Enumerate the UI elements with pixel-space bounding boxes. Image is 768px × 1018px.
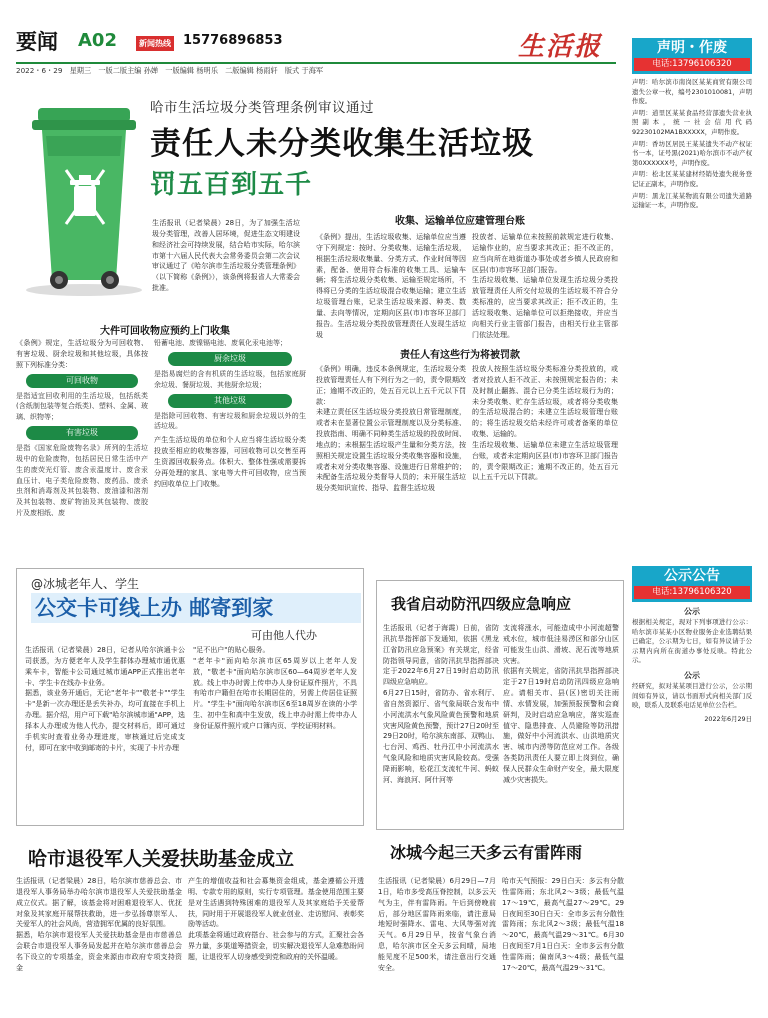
notice-item: 声明：黑龙江某某物流有限公司遗失道路运输证一本，声明作废。 [632,191,752,210]
notice-item: 声明：香坊区居民王某某遗失不动产权证书一本，证号黑(2021)哈尔滨市不动产权第0XXXXXX号，声明作废。 [632,139,752,167]
flood-col-2 [503,623,619,825]
lead-intro-text: 生活报讯（记者梁晨）28日，为了加强生活垃圾分类管理，改善人居环境，促进生态文明建设和经济社会可持续发展，结合哈市实际，哈尔滨市第十六届人民代表大会常务委员会第二次会议审议通过了《哈尔滨市生活垃圾分类管理条例》（以下简称《条例》），该条例将报省人大常委会批准。 [152,219,300,293]
bus-card-box [16,568,364,826]
kitchen-def: 是指易腐烂的含有机质的生活垃圾，包括家庭厨余垃圾、餐厨垃圾、其他厨余垃圾； [154,369,306,389]
ledger-text-3: 生活垃圾收集、运输单位发现生活垃圾分类投放管理责任人所交付垃圾的生活垃圾不符合分类标准的，应当要求其改正；拒不改正的，生活垃圾收集、运输单位可以拒绝接收，并应当向相关行业主管部门报告，由相关行业主管部门依法处理。 [472,276,618,339]
gonggao-date: 2022年6月29日 [704,714,752,723]
page-number: A02 [78,30,117,51]
lead-headline: 责任人未分类收集生活垃圾 [150,126,534,162]
hazardous-def-cont: 铅蓄电池、废镍镉电池、废氧化汞电池等； [154,339,287,347]
sidebar-header [632,38,752,74]
hazardous-pill: 有害垃圾 [26,426,138,440]
flood-text-4: 依据有关规定，省防汛抗旱指挥部决定于27日19时启动防汛四级应急响应。请相关市、县(区)密切关注雨情、水情发展，加强预报预警和会商研判，及时启动应急响应，落实巡查值守、隐患排查、人员避险等防汛措施，做好中小河流洪水、山洪地质灾害、城市内涝等防范应对工作。各级各类防汛责任人要立即上岗到位，确保人民群众生命财产安全，最大限度减少灾害损失。 [503,667,619,784]
veterans-text-2: 据悉，哈尔滨市退役军人关爱扶助基金是由市慈善总会联合市退役军人事务局发起并在哈尔滨市慈善总会名下设立的专项基金，资金来源由市政府专项支持资金 [16,931,182,972]
weather-col-2 [502,876,624,1008]
ledger-col-1 [316,232,466,342]
notice-item: 声明：松北区某某建材经销处遗失税务登记证正副本，声明作废。 [632,170,752,189]
newspaper-logo: 生活报 [518,32,603,62]
hotline-label: 新闻热线 [136,36,174,51]
other-pill: 其他垃圾 [168,394,292,408]
sidebar-title: 声明・作废 [657,40,727,56]
weather-text-2: 哈市天气预报：29日白天：多云有分散性雷阵雨；东北风2～3级；最低气温17～19℃，最高气温27～29℃。29日夜间至30日白天：全市多云有分散性雷阵雨；东北风2～3级；最低气温18～20℃，最高气温29～31℃。6月30日夜间至7月1日白天：全市多云有分散性雷阵雨；偏南风3～4级；最低气温17～20℃，最高气温29～31℃。 [502,877,624,972]
gonggao-1-title: 公示 [684,607,700,616]
bus-card-headline: 公交卡可线上办 邮寄到家 [31,593,361,623]
flood-text-2: 6月27日15时，省防办、省水利厅、省自然资源厅、省气象局联合发布中小河流洪水气象风险黄色预警和地质灾害风险黄色预警，预计27日20时至29日20时，哈尔滨东南部、双鸭山、七台河、鸡西、牡丹江中小河流洪水气象风险和地质灾害风险较高。受强降雨影响，松花江支流牤牛河、蚂蚁河、海浪河、阿什河等 [383,689,499,784]
bus-card-text-4: "老年卡"面向哈尔滨市区65周岁以上老年人发放，"敬老卡"面向哈尔滨市区60—64周岁老年人发放。线上申办时需上传申办人身份证原件照片，不具有哈市户籍但在哈市长期居住的，另需上传居住证照片。"学生卡"面向哈尔滨市区6至18周岁在读的小学生、初中生和高中生发放，线上申办时需上传申办人身份证原件照片或户口簿内页、学校证明材料。 [193,656,357,730]
subhead-ledger: 收集、运输单位应建管理台账 [395,216,525,227]
fines-text-3: 投放人按照生活垃圾分类标准分类投放的，或者对投放人拒不改正、未按照规定报告的；未及时制止翻拣、混合已分类生活垃圾行为的；未分类收集、贮存生活垃圾，或者将分类收集的生活垃圾混合的；未建立生活垃圾管理台账的；将生活垃圾交给未经许可或者备案的单位收集、运输的。 [472,365,618,439]
hotline-number: 15776896853 [183,33,283,48]
veterans-text-1: 生活报讯（记者梁晨）28日，哈尔滨市慈善总会、市退役军人事务局举办哈尔滨市退役军人关爱扶助基金成立仪式。据了解，该基金将对困难退役军人、优抚对象及其家庭开展帮扶救助，进一步弘扬尊崇军人、关爱军人的社会风尚，营造拥军优属的良好氛围。 [16,877,182,929]
gonggao-header [632,566,752,602]
gonggao-body [632,606,752,1006]
gonggao-1-text: 根据相关规定，现对下列事项进行公示：哈尔滨市某某小区物业服务企业选聘结果已确定，公示期为七日，如有异议请于公示期内向所在街道办事处反映。特此公示。 [632,618,752,665]
flood-text-1: 生活报讯（记者于海霞）日前，省防汛抗旱指挥部下发通知，依据《黑龙江省防汛应急预案》有关规定，经省防指领导同意，省防汛抗旱指挥部决定于2022年6月27日19时启动防汛四级应急响应。 [383,624,499,687]
fines-col-2 [472,364,618,560]
flood-text-3: 支流将涨水，可能造成中小河流超警戒水位，城市低洼易涝区和部分山区可能发生山洪、滑坡、泥石流等地质灾害。 [503,624,619,665]
bus-card-col-2 [193,645,357,821]
recyclable-def: 是指适宜回收利用的生活垃圾，包括纸类(含纸制包装等复合纸类)、塑料、金属、玻璃、织物等； [16,391,148,422]
section-name: 要闻 [16,30,58,54]
bus-card-sub: 可由他人代办 [251,629,317,642]
veterans-text-4: 此项基金将通过政府搭台、社会参与的方式，汇聚社会各界力量，多渠道筹措资金，切实解决退役军人急难愁盼问题，让退役军人切身感受到党和政府的关怀温暖。 [188,931,364,961]
notice-item: 声明：哈尔滨市南岗区某某商贸有限公司遗失公章一枚，编号2301010081，声明作废。 [632,78,752,106]
classification-col-1 [16,338,148,560]
bus-card-text-3: "足不出户"的贴心服务。 [193,646,270,654]
weather-text-1: 生活报讯（记者梁晨）6月29日—7月1日，哈市多受高压脊控制，以多云天气为主，伴有雷阵雨。午后到傍晚前后，部分地区雷阵雨来临，请注意局地短时强降水、雷电、大风等强对流天气。6月29日早，按省气象台消息，哈尔滨市区全天多云间晴，局地能见度不足500米，请注意出行交通安全。 [378,877,496,972]
lead-intro [152,218,300,320]
other-def: 是指除可回收物、有害垃圾和厨余垃圾以外的生活垃圾。 [154,411,306,431]
veterans-headline: 哈市退役军人关爱扶助基金成立 [28,848,295,870]
bus-card-text-1: 生活报讯（记者梁晨）28日，记者从哈尔滨通卡公司获悉，为方便老年人及学生群体办理城市通优惠乘车卡，智能卡公司通过城市通APP正式推出老年卡、学生卡在线办卡业务。 [25,646,185,687]
fines-text-1: 《条例》明确，违反本条例规定，生活垃圾分类投放管理责任人有下列行为之一的，责令限期改正；逾期不改正的，处五百元以上五千元以下罚款： [316,365,466,406]
bus-card-text-2: 据悉，该业务开通后，无论"老年卡""敬老卡""学生卡"是新一次办理还是丢失补办，均可直接在手机上办理。据介绍，用户可下载"哈尔滨城市通"APP，选择本人办理或为他人代办，提交材料后，即可通过手机实时查看业务办理进度，审核通过后完成支付，即可在家中收到邮寄的卡片，实现了卡片办理 [25,689,185,752]
weather-col-1 [378,876,496,1008]
ledger-text-2: 投放者、运输单位未按照前款规定进行收集、运输作业的，应当要求其改正；拒不改正的，应当向所在地街道办事处或者乡镇人民政府和区县(市)市容环卫部门报告。 [472,233,618,274]
flood-col-1 [383,623,499,825]
sidebar-phone: 电话:13796106320 [634,58,750,71]
gonggao-phone: 电话:13796106320 [634,586,750,599]
header-rule [16,62,616,64]
lead-headline-2: 罚五百到五千 [150,170,313,200]
dateline: 2022・6・29 星期三 一版二版主编 孙婵 一版编辑 杨明乐 二版编辑 杨雨轩 版式 于海军 [16,66,324,75]
ledger-col-2 [472,232,618,342]
gonggao-title: 公示公告 [664,568,720,584]
flood-headline: 我省启动防汛四级应急响应 [391,595,572,613]
veterans-text-3: 产生的增值收益和社会募集资金组成，基金遵循公开透明、专款专用的原则，实行专项管理。基金使用范围主要是对生活遇到特殊困难的退役军人及其家庭给予关爱帮扶，同时用于开展退役军人就业创业、走访慰问、表彰奖励等活动。 [188,877,364,929]
veterans-col-1 [16,876,182,1008]
fines-col-1 [316,364,466,560]
bus-card-col-1 [25,645,185,821]
trash-bin-illustration [12,90,152,300]
subhead-bulky-recycle: 大件可回收物应预约上门收集 [100,326,230,337]
ledger-text-1: 《条例》提出，生活垃圾收集、运输单位应当遵守下列规定：按时、分类收集、运输生活垃圾，根据生活垃圾收集量、分类方式、作业时间等因素，配备、使用符合标准的收集工具、运输车辆；将生活垃圾分类收集、运输至规定场所，不得将已分类的生活垃圾混合收集运输；建立生活垃圾管理台账，记录生活垃圾来源、种类、数量、去向等情况，定期向区县(市)市容环卫部门报告。生活垃圾分类投放管理责任人发现生活垃圾 [316,233,466,339]
classification-intro: 《条例》规定，生活垃圾分为可回收物、有害垃圾、厨余垃圾和其他垃圾，具体按照下列标准分类： [16,339,148,369]
fines-text-4: 生活垃圾收集、运输单位未建立生活垃圾管理台账，或者未定期向区县(市)市容环卫部门报告的，责令限期改正；逾期不改正的，处五百元以上五千元以下罚款。 [472,440,618,482]
notice-item: 声明：道里区某某食品经营部遗失营业执照副本，统一社会信用代码92230102MA1BXXXXX，声明作废。 [632,108,752,137]
gonggao-2-title: 公示 [684,671,700,681]
fines-text-2: 未建立责任区生活垃圾分类投放日常管理制度，或者未在显著位置公示管理制度以及分类标准、投放指南、明确不同种类生活垃圾的投放时间、地点的；未根据生活垃圾产生量和分类方法，按照相关规定设置生活垃圾分类收集容器和设施，或者未对分类收集容器、设施进行日常维护的；未配备生活垃圾分类督导人员的；未开展生活垃圾分类知识宣传、指导、监督生活垃圾 [316,408,466,493]
classification-col-2 [154,338,306,560]
kitchen-pill: 厨余垃圾 [168,352,292,366]
subhead-fines: 责任人有这些行为将被罚款 [400,350,520,361]
veterans-col-2 [188,876,364,1008]
lead-kicker: 哈市生活垃圾分类管理条例审议通过 [150,100,374,116]
flood-box [376,580,624,830]
sidebar-notices [632,78,752,556]
hazardous-def: 是指《国家危险废物名录》所列的生活垃圾中的危险废物，包括居民日常生活中产生的废荧光灯管、废含汞温度计、废含汞血压计、电子类危险废物、废药品、废杀虫剂和消毒剂及其包装物、废油漆和溶剂及其包装物、废矿物油及其包装物、废胶片及废相纸、废 [16,444,148,518]
weather-headline: 冰城今起三天多云有雷阵雨 [390,843,583,862]
bulky-text: 产生生活垃圾的单位和个人应当将生活垃圾分类投放至相应的收集容器，可回收物可以交售至再生资源回收服务点。体积大、整体性强或需要拆分再处理的家具、家电等大件可回收物，应当预约回收单位上门收集。 [154,436,306,488]
gonggao-2-text: 经研究，拟对某某项目进行公示，公示期间如有异议，请以书面形式向相关部门反映，联系人及联系电话见单位公告栏。 [632,682,752,710]
bus-card-tag: @冰城老年人、学生 [31,577,140,591]
recyclable-pill: 可回收物 [26,374,138,388]
